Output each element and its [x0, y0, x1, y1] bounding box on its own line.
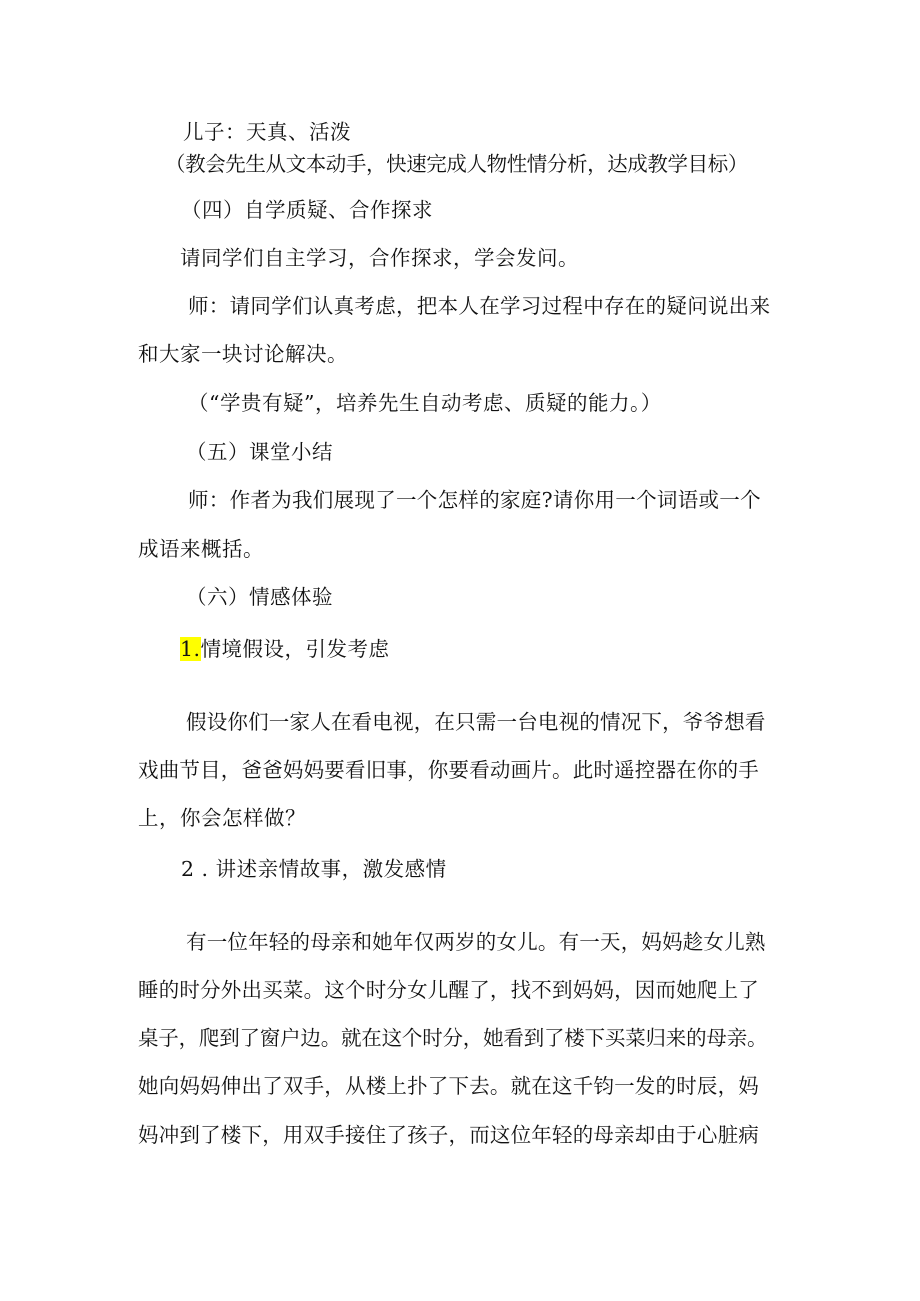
- list-item-one-label: 情境假设，引发考虑: [200, 637, 390, 661]
- highlighted-item-number: 1.: [180, 637, 201, 661]
- text-line-scenario-2: 戏曲节目，爸爸妈妈要看旧事，你要看动画片。此时遥控器在你的手: [138, 758, 759, 782]
- text-line-learning-note: （“学贵有疑”，培养先生自动考虑、质疑的能力。）: [188, 391, 662, 415]
- section-heading-six: （六）情感体验: [186, 585, 333, 609]
- text-line-story-1: 有一位年轻的母亲和她年仅两岁的女儿。有一天，妈妈趁女儿熟: [186, 930, 766, 954]
- text-line-story-2: 睡的时分外出买菜。这个时分女儿醒了，找不到妈妈，因而她爬上了: [138, 978, 759, 1002]
- section-heading-four: （四）自学质疑、合作探求: [181, 198, 433, 222]
- text-line-story-3: 桌子，爬到了窗户边。就在这个时分，她看到了楼下买菜归来的母亲。: [138, 1026, 768, 1050]
- list-item-one: [180, 635, 390, 663]
- text-line-scenario-1: 假设你们一家人在看电视，在只需一台电视的情况下，爷爷想看: [186, 710, 766, 734]
- text-line-teacher-summary: 师：作者为我们展现了一个怎样的家庭?请你用一个词语或一个: [188, 488, 761, 512]
- text-line-self-study: 请同学们自主学习，合作探求，学会发问。: [180, 246, 579, 270]
- text-line-scenario-3: 上，你会怎样做？: [138, 806, 306, 830]
- text-line-teacher-question: 师：请同学们认真考虑，把本人在学习过程中存在的疑问说出来: [188, 294, 771, 318]
- list-item-two: 2 . 讲述亲情故事，激发感情: [181, 857, 447, 881]
- text-line-discussion: 和大家一块讨论解决。: [138, 342, 348, 366]
- text-line-story-4: 她向妈妈伸出了双手，从楼上扑了下去。就在这千钧一发的时辰，妈: [138, 1074, 759, 1098]
- text-line-story-5: 妈冲到了楼下，用双手接住了孩子，而这位年轻的母亲却由于心脏病: [138, 1123, 759, 1147]
- text-line-teaching-note: （教会先生从文本动手，快速完成人物性情分析，达成教学目标）: [165, 152, 748, 176]
- text-line-son-traits: 儿子：天真、活泼: [183, 120, 351, 144]
- text-line-idiom: 成语来概括。: [138, 537, 264, 561]
- section-heading-five: （五）课堂小结: [186, 440, 333, 464]
